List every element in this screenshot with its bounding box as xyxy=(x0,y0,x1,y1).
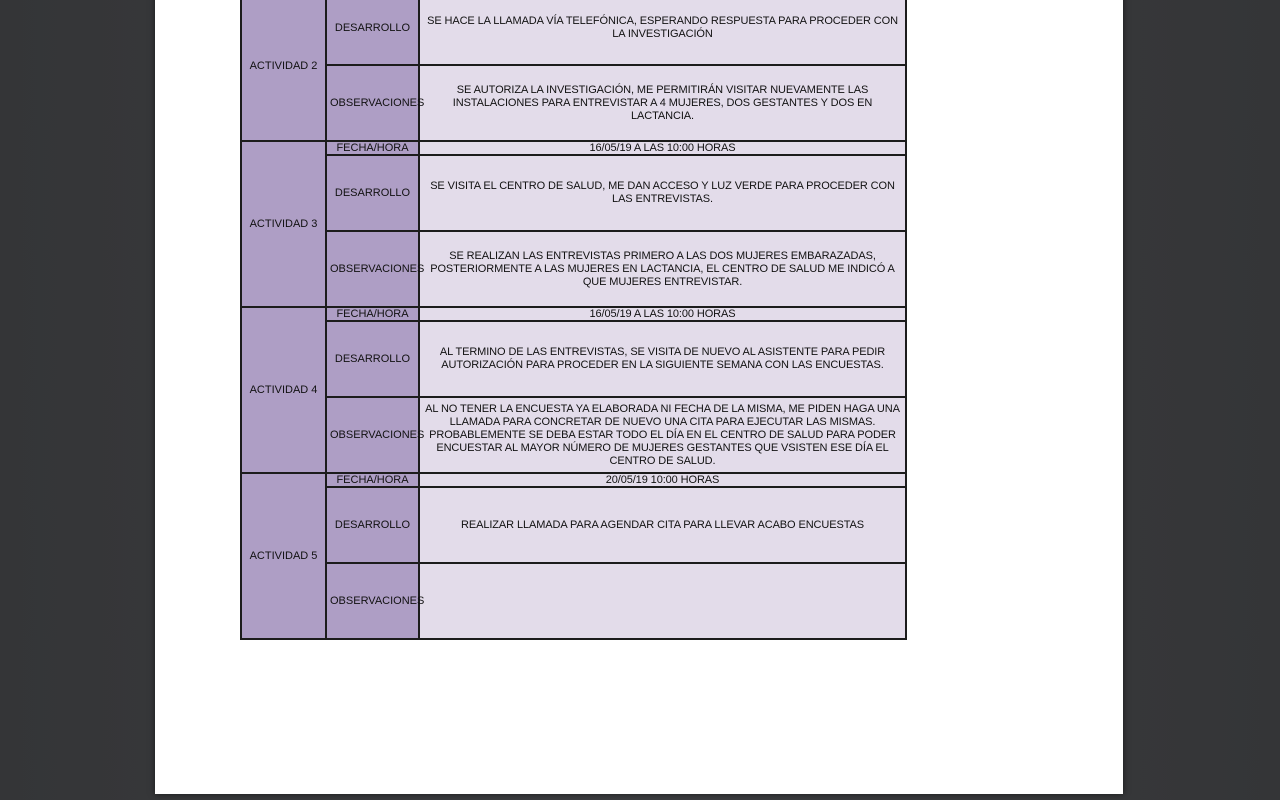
desarrollo-label: DESARROLLO xyxy=(326,321,419,397)
document-page xyxy=(155,0,1123,794)
observaciones-label: OBSERVACIONES xyxy=(326,397,419,473)
table-row xyxy=(241,487,906,563)
desarrollo-label: DESARROLLO xyxy=(326,0,419,65)
table-row xyxy=(241,307,906,321)
table-row xyxy=(241,231,906,307)
fecha-value: 20/05/19 10:00 HORAS xyxy=(419,473,906,487)
observaciones-label: OBSERVACIONES xyxy=(326,65,419,141)
table-row xyxy=(241,563,906,639)
observaciones-value: SE AUTORIZA LA INVESTIGACIÓN, ME PERMITIRÁN VISITAR NUEVAMENTE LAS INSTALACIONES PARA ENTREVISTAR A 4 MUJERES, DOS GESTANTES Y DOS EN LACTANCIA. xyxy=(419,65,906,141)
fecha-value: 16/05/19 A LAS 10:00 HORAS xyxy=(419,307,906,321)
fecha-value: 16/05/19 A LAS 10:00 HORAS xyxy=(419,141,906,155)
desarrollo-value: SE HACE LA LLAMADA VÍA TELEFÓNICA, ESPERANDO RESPUESTA PARA PROCEDER CON LA INVESTIGACIÓN xyxy=(419,0,906,65)
desarrollo-value: SE VISITA EL CENTRO DE SALUD, ME DAN ACCESO Y LUZ VERDE PARA PROCEDER CON LAS ENTREVISTAS. xyxy=(419,155,906,231)
activity-name: ACTIVIDAD 2 xyxy=(241,0,326,141)
table-row xyxy=(241,65,906,141)
activities-table xyxy=(240,0,907,640)
desarrollo-value: REALIZAR LLAMADA PARA AGENDAR CITA PARA LLEVAR ACABO ENCUESTAS xyxy=(419,487,906,563)
desarrollo-label: DESARROLLO xyxy=(326,155,419,231)
table-row xyxy=(241,155,906,231)
activity-name: ACTIVIDAD 3 xyxy=(241,141,326,307)
table-row xyxy=(241,141,906,155)
table-row xyxy=(241,473,906,487)
activity-name: ACTIVIDAD 4 xyxy=(241,307,326,473)
observaciones-value: AL NO TENER LA ENCUESTA YA ELABORADA NI FECHA DE LA MISMA, ME PIDEN HAGA UNA LLAMADA PARA CONCRETAR DE NUEVO UNA CITA PARA EJECUTAR LAS MISMAS. PROBABLEMENTE SE DEBA ESTAR TODO EL DÍA EN EL CENTRO DE SALUD PARA PODER ENCUESTAR AL MAYOR NÚMERO DE MUJERES GESTANTES QUE VSISTEN ESE DÍA EL CENTRO DE SALUD. xyxy=(419,397,906,473)
observaciones-label: OBSERVACIONES xyxy=(326,231,419,307)
table-row xyxy=(241,0,906,65)
table-row xyxy=(241,397,906,473)
observaciones-value xyxy=(419,563,906,639)
fecha-label: FECHA/HORA xyxy=(326,473,419,487)
fecha-label: FECHA/HORA xyxy=(326,307,419,321)
activity-name: ACTIVIDAD 5 xyxy=(241,473,326,639)
desarrollo-label: DESARROLLO xyxy=(326,487,419,563)
desarrollo-value: AL TERMINO DE LAS ENTREVISTAS, SE VISITA DE NUEVO AL ASISTENTE PARA PEDIR AUTORIZACIÓN PARA PROCEDER EN LA SIGUIENTE SEMANA CON LAS ENCUESTAS. xyxy=(419,321,906,397)
fecha-label: FECHA/HORA xyxy=(326,141,419,155)
observaciones-value: SE REALIZAN LAS ENTREVISTAS PRIMERO A LAS DOS MUJERES EMBARAZADAS, POSTERIORMENTE A LAS MUJERES EN LACTANCIA, EL CENTRO DE SALUD ME INDICÓ A QUE MUJERES ENTREVISTAR. xyxy=(419,231,906,307)
table-row xyxy=(241,321,906,397)
observaciones-label: OBSERVACIONES xyxy=(326,563,419,639)
